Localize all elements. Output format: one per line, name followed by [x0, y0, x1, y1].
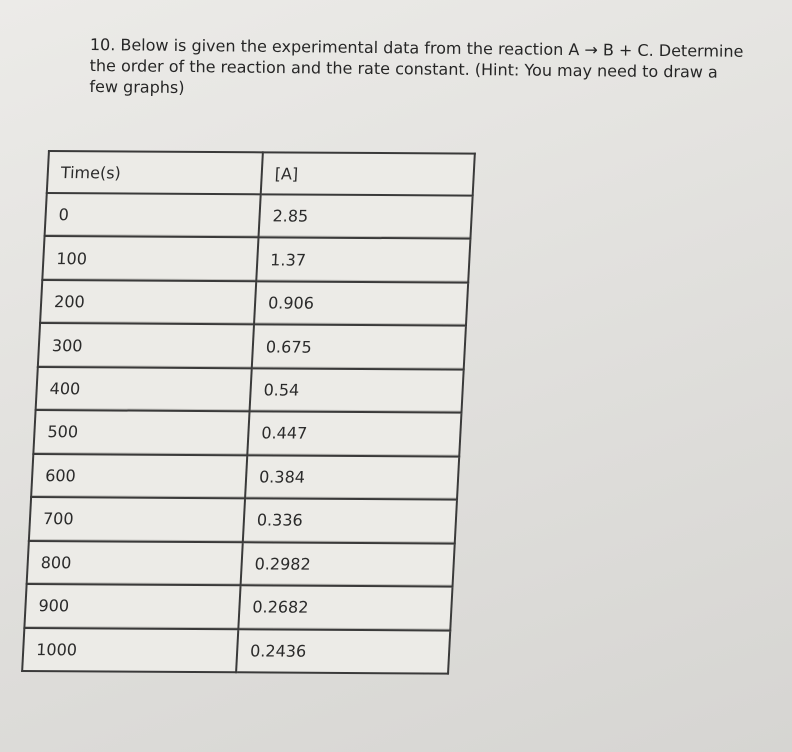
- concentration-cell: 1.37: [256, 238, 470, 283]
- table-row: [24, 584, 452, 630]
- concentration-cell: 0.336: [243, 498, 457, 543]
- question-text: 10. Below is given the experimental data from the reaction A → B + C. Determine the order of the reaction and the rate constant. (Hint: You may need to draw a few graphs): [89, 34, 744, 97]
- time-cell: 0: [45, 193, 261, 238]
- time-cell: 500: [33, 410, 249, 455]
- concentration-cell: 0.675: [252, 325, 466, 370]
- time-cell: 1000: [22, 628, 238, 673]
- time-cell: 700: [29, 497, 245, 542]
- header-concentration: [A]: [261, 152, 475, 195]
- concentration-cell: 0.384: [245, 455, 459, 500]
- concentration-cell: 2.85: [258, 194, 472, 239]
- concentration-cell: 0.2982: [241, 542, 455, 587]
- concentration-cell: 0.447: [247, 412, 461, 457]
- time-cell: 600: [31, 454, 247, 499]
- table-row: [45, 193, 473, 239]
- data-table: [21, 150, 476, 675]
- concentration-cell: 0.2436: [236, 629, 450, 674]
- table-row: [38, 323, 466, 369]
- table-row: [27, 541, 455, 587]
- concentration-cell: 0.906: [254, 281, 468, 326]
- data-table-container: [21, 150, 476, 675]
- time-cell: 100: [42, 236, 258, 281]
- time-cell: 900: [24, 584, 240, 629]
- time-cell: 200: [40, 280, 256, 325]
- time-cell: 400: [36, 367, 252, 412]
- table-row: [36, 367, 464, 413]
- table-row: [33, 410, 461, 456]
- header-time: Time(s): [47, 151, 263, 194]
- table-row: [31, 454, 459, 500]
- table-header-row: [47, 151, 475, 196]
- time-cell: 300: [38, 323, 254, 368]
- time-cell: 800: [27, 541, 243, 586]
- table-row: [42, 236, 470, 282]
- concentration-cell: 0.54: [250, 368, 464, 413]
- table-row: [22, 628, 450, 674]
- table-row: [40, 280, 468, 326]
- concentration-cell: 0.2682: [238, 585, 452, 630]
- table-row: [29, 497, 457, 543]
